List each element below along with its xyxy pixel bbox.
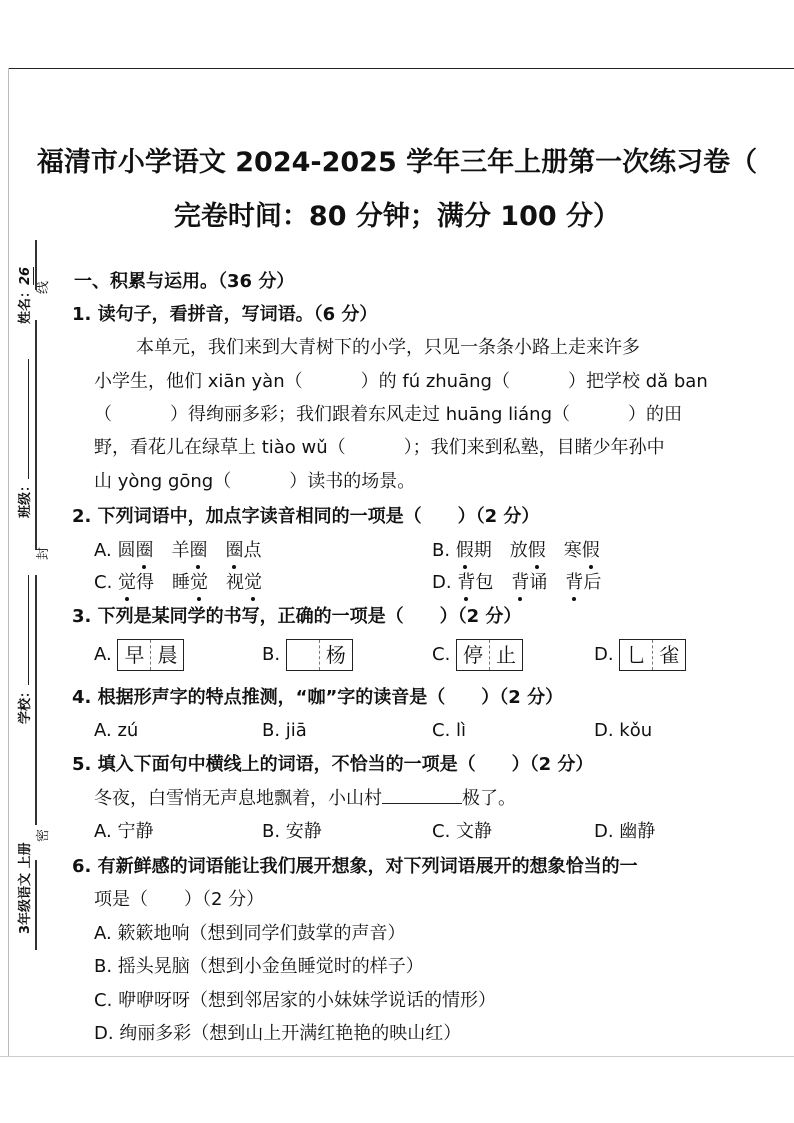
grid-char: 乚 <box>626 642 647 667</box>
option-label: C. <box>432 644 451 665</box>
grid-char: 雀 <box>652 640 685 670</box>
question-2-option-b[interactable]: B. 假期 放假 寒假 <box>432 534 600 567</box>
question-2-option-c[interactable]: C. 觉得 睡觉 视觉 <box>94 566 262 599</box>
question-1-passage-line <box>94 398 682 431</box>
question-1-passage-line <box>94 431 665 464</box>
sentence-text: 极了。 <box>462 788 516 809</box>
side-mi-char: 密 <box>36 828 51 842</box>
question-2-option-d[interactable]: D. 背包 背诵 背后 <box>432 566 601 599</box>
question-3-option-d[interactable] <box>594 638 686 671</box>
question-4-option-a[interactable]: A. zú <box>94 720 139 741</box>
question-6-option-b[interactable]: B. 摇头晃脑（想到小金鱼睡觉时的样子） <box>94 956 424 977</box>
question-5-sentence <box>94 782 516 815</box>
side-stroke <box>35 240 37 290</box>
question-4-option-b[interactable]: B. jiā <box>262 720 307 741</box>
option-label: B. <box>262 644 281 665</box>
writing-grid <box>456 639 523 671</box>
option-label: A. <box>94 644 112 665</box>
grid-char: 晨 <box>150 640 183 670</box>
question-5-option-b[interactable]: B. 安静 <box>262 821 322 842</box>
question-5-stem: 5. 填入下面句中横线上的词语，不恰当的一项是（ ）（2 分） <box>72 754 594 775</box>
passage-text: ）读书的场景。 <box>289 471 416 492</box>
writing-grid <box>619 639 686 671</box>
passage-text: 野，看花儿在绿草上 tiào wǔ（ <box>94 437 346 458</box>
side-stroke <box>35 575 37 825</box>
side-stroke <box>35 860 37 950</box>
side-name-label: 姓名： <box>18 284 33 324</box>
question-1-passage-line <box>94 465 415 498</box>
question-area <box>72 0 762 1123</box>
grid-char: 止 <box>489 640 522 670</box>
question-5-option-c[interactable]: C. 文静 <box>432 821 493 842</box>
question-3-option-c[interactable] <box>432 638 523 671</box>
question-1-stem: 1. 读句子，看拼音，写词语。（6 分） <box>72 304 378 325</box>
question-6-option-a[interactable]: A. 簌簌地响（想到同学们鼓掌的声音） <box>94 923 406 944</box>
writing-grid <box>286 639 353 671</box>
question-6-stem-cont: 项是（ ）（2 分） <box>94 889 265 910</box>
side-school-blank <box>28 575 29 685</box>
passage-text: ）；我们来到私塾，目睹少年孙中 <box>403 437 665 458</box>
question-2-stem: 2. 下列词语中，加点字读音相同的一项是（ ）（2 分） <box>72 506 540 527</box>
question-6-option-c[interactable]: C. 咿咿呀呀（想到邻居家的小妹妹学说话的情形） <box>94 990 497 1011</box>
question-3-option-a[interactable] <box>94 638 184 671</box>
side-class-field <box>14 359 33 518</box>
passage-text: ）得绚丽多彩；我们跟着东风走过 huāng liáng（ <box>170 404 570 425</box>
grid-char: 早 <box>124 642 145 667</box>
exam-title: 福清市小学语文 2024-2025 学年三年上册第一次练习卷（ <box>36 147 758 178</box>
question-4-stem: 4. 根据形声字的特点推测，“咖”字的读音是（ ）（2 分） <box>72 687 564 708</box>
passage-text: ）的 fú zhuāng（ <box>360 371 510 392</box>
question-3-option-b[interactable] <box>262 638 353 671</box>
side-stroke <box>35 320 37 550</box>
question-4-option-c[interactable]: C. lì <box>432 720 467 741</box>
question-6-option-d[interactable]: D. 绚丽多彩（想到山上开满红艳艳的映山红） <box>94 1023 462 1044</box>
question-1-passage-line: 本单元，我们来到大青树下的小学，只见一条条小路上走来许多 <box>136 337 640 358</box>
passage-text: 山 yòng gōng（ <box>94 471 232 492</box>
question-6-stem: 6. 有新鲜感的词语能让我们展开想象，对下列词语展开的想象恰当的一 <box>72 856 638 877</box>
question-1-passage-line <box>94 365 708 398</box>
passage-text: 小学生，他们 xiān yàn（ <box>94 371 303 392</box>
section-heading: 一、积累与运用。（36 分） <box>74 271 295 292</box>
option-label: D. <box>594 644 614 665</box>
passage-text: ）把学校 dǎ ban <box>567 371 708 392</box>
writing-grid <box>117 639 184 671</box>
side-school-label: 学校： <box>18 684 33 724</box>
grid-char: 停 <box>463 642 484 667</box>
passage-text: （ <box>94 404 112 425</box>
side-feng-char: 封 <box>36 546 51 560</box>
side-school-field <box>14 575 33 724</box>
side-class-blank <box>28 359 29 479</box>
side-line-char: 线 <box>36 280 51 294</box>
side-name-value: 26 <box>18 266 33 285</box>
question-5-option-a[interactable]: A. 宁静 <box>94 821 154 842</box>
question-4-option-d[interactable]: D. kǒu <box>594 720 653 741</box>
question-3-stem: 3. 下列是某同学的书写，正确的一项是（ ）（2 分） <box>72 606 522 627</box>
side-name-field <box>14 267 34 324</box>
exam-subtitle: 完卷时间：80 分钟；满分 100 分） <box>173 201 621 232</box>
side-grade-label: 3年级语文 上册 <box>18 842 33 934</box>
fill-in-blank[interactable] <box>382 783 462 804</box>
passage-text: ）的田 <box>628 404 682 425</box>
grid-char <box>287 640 319 670</box>
side-class-label: 班级： <box>18 478 33 518</box>
grid-char: 杨 <box>319 640 352 670</box>
sentence-text: 冬夜，白雪悄无声息地飘着，小山村 <box>94 788 382 809</box>
question-2-option-a[interactable]: A. 圆圈 羊圈 圈点 <box>94 534 261 567</box>
question-5-option-d[interactable]: D. 幽静 <box>594 821 656 842</box>
